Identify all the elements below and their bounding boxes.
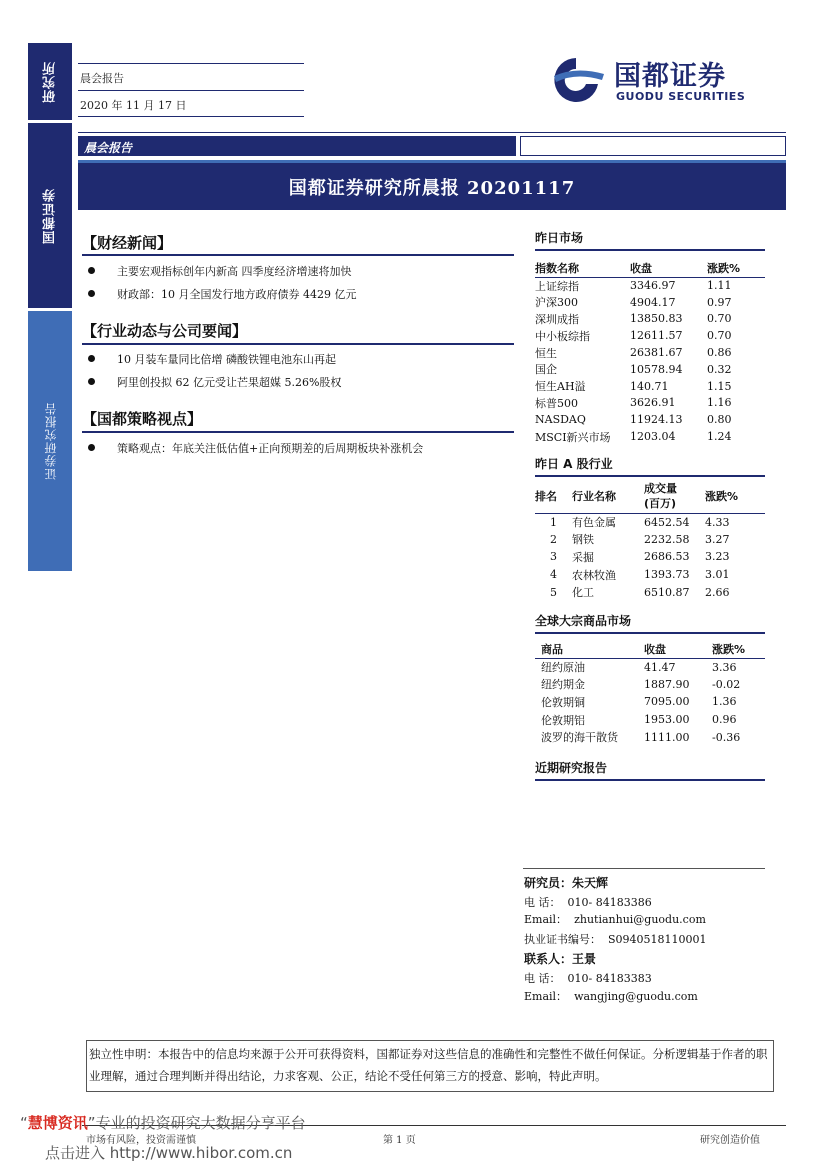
report-date: 2020 年 11 月 17 日 — [80, 99, 187, 112]
table-cell: 1953.00 — [644, 713, 690, 727]
industry-title: 昨日 A 股行业 — [535, 457, 613, 471]
section-rule — [535, 632, 765, 634]
table-cell: 0.32 — [707, 362, 732, 376]
researcher-cert: 执业证书编号： S0940518110001 — [524, 933, 707, 946]
researcher-rule — [523, 868, 765, 869]
commodity-panel — [535, 612, 765, 746]
section-rule — [535, 475, 765, 477]
table-cell: 1.11 — [707, 279, 732, 293]
commodity-title: 全球大宗商品市场 — [535, 614, 632, 628]
header-rule — [78, 63, 304, 64]
table-cell: 1.15 — [707, 379, 732, 393]
table-cell: 1203.04 — [630, 430, 676, 444]
title-banner — [78, 160, 786, 210]
page-title: 国都证券研究所晨报 20201117 — [288, 177, 576, 199]
table-cell: 有色金属 — [572, 516, 616, 530]
industry-table — [535, 479, 765, 601]
table-cell: 农林牧渔 — [572, 568, 616, 582]
section-rule — [82, 431, 514, 433]
table-cell: 恒生 — [535, 346, 557, 360]
bullet-icon — [88, 290, 95, 297]
table-cell: 6452.54 — [644, 515, 690, 529]
list-item: 财政部：10 月全国发行地方政府债券 4429 亿元 — [88, 286, 356, 302]
table-cell: 纽约期金 — [541, 678, 585, 692]
table-cell: 钢铁 — [572, 533, 594, 547]
market-title: 昨日市场 — [535, 231, 584, 245]
company-logo — [546, 52, 756, 108]
table-row — [535, 378, 765, 395]
column-header: 指数名称 — [535, 261, 579, 275]
table-row — [535, 395, 765, 412]
table-cell: -0.02 — [712, 677, 741, 691]
table-cell: 12611.57 — [630, 329, 683, 343]
column-header: 涨跌% — [705, 489, 739, 503]
logo-english-name: GUODU SECURITIES — [616, 90, 746, 103]
footer-risk-note: 市场有风险，投资需谨慎 — [86, 1135, 196, 1146]
column-header: 涨跌% — [712, 642, 746, 656]
table-cell: 3.36 — [712, 660, 737, 674]
list-item: 策略观点：年底关注低估值+正向预期差的后周期板块补涨机会 — [88, 440, 423, 456]
table-cell: 2 — [550, 532, 557, 546]
table-cell: 1887.90 — [644, 677, 690, 691]
footer-slogan: 研究创造价值 — [700, 1135, 760, 1146]
researcher-name: 研究员：朱天辉 — [524, 876, 609, 890]
section-heading-finance-news: 【财经新闻】 — [82, 234, 173, 252]
section-rule — [82, 343, 514, 345]
section-tab-filler — [520, 136, 786, 156]
list-item: 10 月装车量同比倍增 磷酸铁锂电池东山再起 — [88, 351, 336, 367]
section-rule — [82, 254, 514, 256]
table-cell: 10578.94 — [630, 362, 683, 376]
table-row — [535, 411, 765, 428]
table-cell: 标普500 — [535, 396, 578, 410]
table-cell: MSCI新兴市场 — [535, 430, 611, 444]
contact-phone: 电 话： 010- 84183383 — [524, 972, 652, 985]
table-cell: 化工 — [572, 586, 594, 600]
table-cell: 中小板综指 — [535, 329, 590, 343]
recent-reports-title: 近期研究报告 — [535, 761, 608, 775]
table-row — [535, 513, 765, 531]
table-cell: 2.66 — [705, 585, 730, 599]
bullet-icon — [88, 355, 95, 362]
table-row — [535, 711, 765, 729]
table-row — [535, 531, 765, 549]
table-cell: 0.70 — [707, 312, 732, 326]
table-cell: 7095.00 — [644, 695, 690, 709]
contact-name: 联系人：王景 — [524, 952, 597, 966]
table-cell: 5 — [550, 585, 557, 599]
table-cell: NASDAQ — [535, 413, 586, 427]
section-tab-bar — [78, 132, 786, 157]
watermark-line1: “慧博资讯”专业的投资研究大数据分享平台 — [20, 1114, 306, 1132]
section-rule — [535, 249, 765, 251]
table-row — [535, 566, 765, 584]
bullet-icon — [88, 378, 95, 385]
table-cell: 26381.67 — [630, 346, 683, 360]
column-header: 商品 — [541, 642, 563, 656]
table-row — [535, 693, 765, 711]
table-cell: 2686.53 — [644, 550, 690, 564]
column-header: 收盘 — [644, 642, 666, 656]
table-cell: 140.71 — [630, 379, 669, 393]
side-label-research-institute: 研究所 — [28, 43, 72, 120]
header-rule — [78, 90, 304, 91]
market-panel — [535, 229, 765, 445]
table-row — [535, 728, 765, 746]
table-cell: 41.47 — [644, 660, 676, 674]
list-item: 阿里创投拟 62 亿元受让芒果超媒 5.26%股权 — [88, 374, 341, 390]
table-row — [535, 277, 765, 294]
recent-reports-panel — [535, 759, 765, 781]
section-tab-label: 晨会报告 — [78, 136, 516, 156]
column-header: 涨跌% — [707, 261, 741, 275]
table-cell: 1.24 — [707, 430, 732, 444]
market-table — [535, 259, 765, 445]
table-cell: 波罗的海干散货 — [541, 731, 618, 745]
table-cell: 3.27 — [705, 532, 730, 546]
table-cell: 1.36 — [712, 695, 737, 709]
table-row — [535, 294, 765, 311]
disclaimer-box: 独立性申明：本报告中的信息均来源于公开可获得资料，国都证券对这些信息的准确性和完整性不做任何保证。分析逻辑基于作者的职业理解，通过合理判断并得出结论，力求客观、公正，结论不受任何第三方的授意、影响，特此声明。 — [86, 1040, 774, 1092]
header-rule — [78, 116, 304, 117]
table-cell: 0.70 — [707, 329, 732, 343]
industry-panel — [535, 455, 765, 601]
table-row — [535, 361, 765, 378]
column-header: 行业名称 — [572, 489, 616, 503]
table-row — [535, 327, 765, 344]
table-cell: 恒生AH溢 — [535, 380, 586, 394]
table-cell: 1393.73 — [644, 568, 690, 582]
table-cell: 4904.17 — [630, 295, 676, 309]
column-header: 成交量 (百万) — [644, 481, 677, 510]
table-cell: 3626.91 — [630, 396, 676, 410]
bullet-icon — [88, 267, 95, 274]
column-header: 排名 — [535, 489, 557, 503]
table-cell: 13850.83 — [630, 312, 683, 326]
column-header: 收盘 — [630, 261, 652, 275]
table-cell: 1111.00 — [644, 730, 690, 744]
logo-chinese-name: 国都证券 — [614, 61, 726, 92]
table-cell: 国企 — [535, 363, 557, 377]
watermark-link[interactable]: 点击进入 http://www.hibor.com.cn — [45, 1144, 293, 1162]
table-cell: 2232.58 — [644, 532, 690, 546]
table-cell: 0.96 — [712, 713, 737, 727]
table-cell: 采掘 — [572, 550, 594, 564]
table-cell: 0.80 — [707, 413, 732, 427]
report-type: 晨会报告 — [80, 72, 124, 85]
table-row — [535, 311, 765, 328]
table-row — [535, 428, 765, 445]
table-cell: 3.01 — [705, 568, 730, 582]
table-cell: 6510.87 — [644, 585, 690, 599]
table-cell: 上证综指 — [535, 279, 579, 293]
table-cell: 0.86 — [707, 346, 732, 360]
table-row — [535, 344, 765, 361]
table-cell: 1 — [550, 515, 557, 529]
table-cell: 3 — [550, 550, 557, 564]
table-cell: 11924.13 — [630, 413, 683, 427]
section-heading-industry-news: 【行业动态与公司要闻】 — [82, 322, 248, 340]
table-cell: 4 — [550, 568, 557, 582]
logo-mark-icon — [546, 52, 606, 108]
table-cell: 0.97 — [707, 295, 732, 309]
section-rule — [535, 779, 765, 781]
table-row — [535, 548, 765, 566]
researcher-phone: 电 话： 010- 84183386 — [524, 896, 652, 909]
table-row — [535, 658, 765, 676]
table-cell: 3346.97 — [630, 279, 676, 293]
table-cell: 深圳成指 — [535, 312, 579, 326]
commodity-table — [535, 640, 765, 746]
researcher-email: Email： zhutianhui@guodu.com — [524, 913, 706, 926]
section-heading-strategy: 【国都策略视点】 — [82, 410, 203, 428]
table-cell: 伦敦期铜 — [541, 695, 585, 709]
table-cell: 4.33 — [705, 515, 730, 529]
table-cell: 1.16 — [707, 396, 732, 410]
table-row — [535, 676, 765, 694]
bullet-icon — [88, 444, 95, 451]
table-cell: 沪深300 — [535, 296, 578, 310]
list-item: 主要宏观指标创年内新高 四季度经济增速将加快 — [88, 263, 352, 279]
contact-email: Email： wangjing@guodu.com — [524, 990, 698, 1003]
page-number: 第 1 页 — [383, 1135, 416, 1146]
table-cell: 伦敦期铝 — [541, 713, 585, 727]
side-label-report-type: 证券研究报告 — [28, 311, 72, 571]
table-cell: -0.36 — [712, 730, 741, 744]
table-cell: 3.23 — [705, 550, 730, 564]
table-cell: 纽约原油 — [541, 661, 585, 675]
table-row — [535, 583, 765, 601]
side-label-company: 国都证券 — [28, 123, 72, 308]
